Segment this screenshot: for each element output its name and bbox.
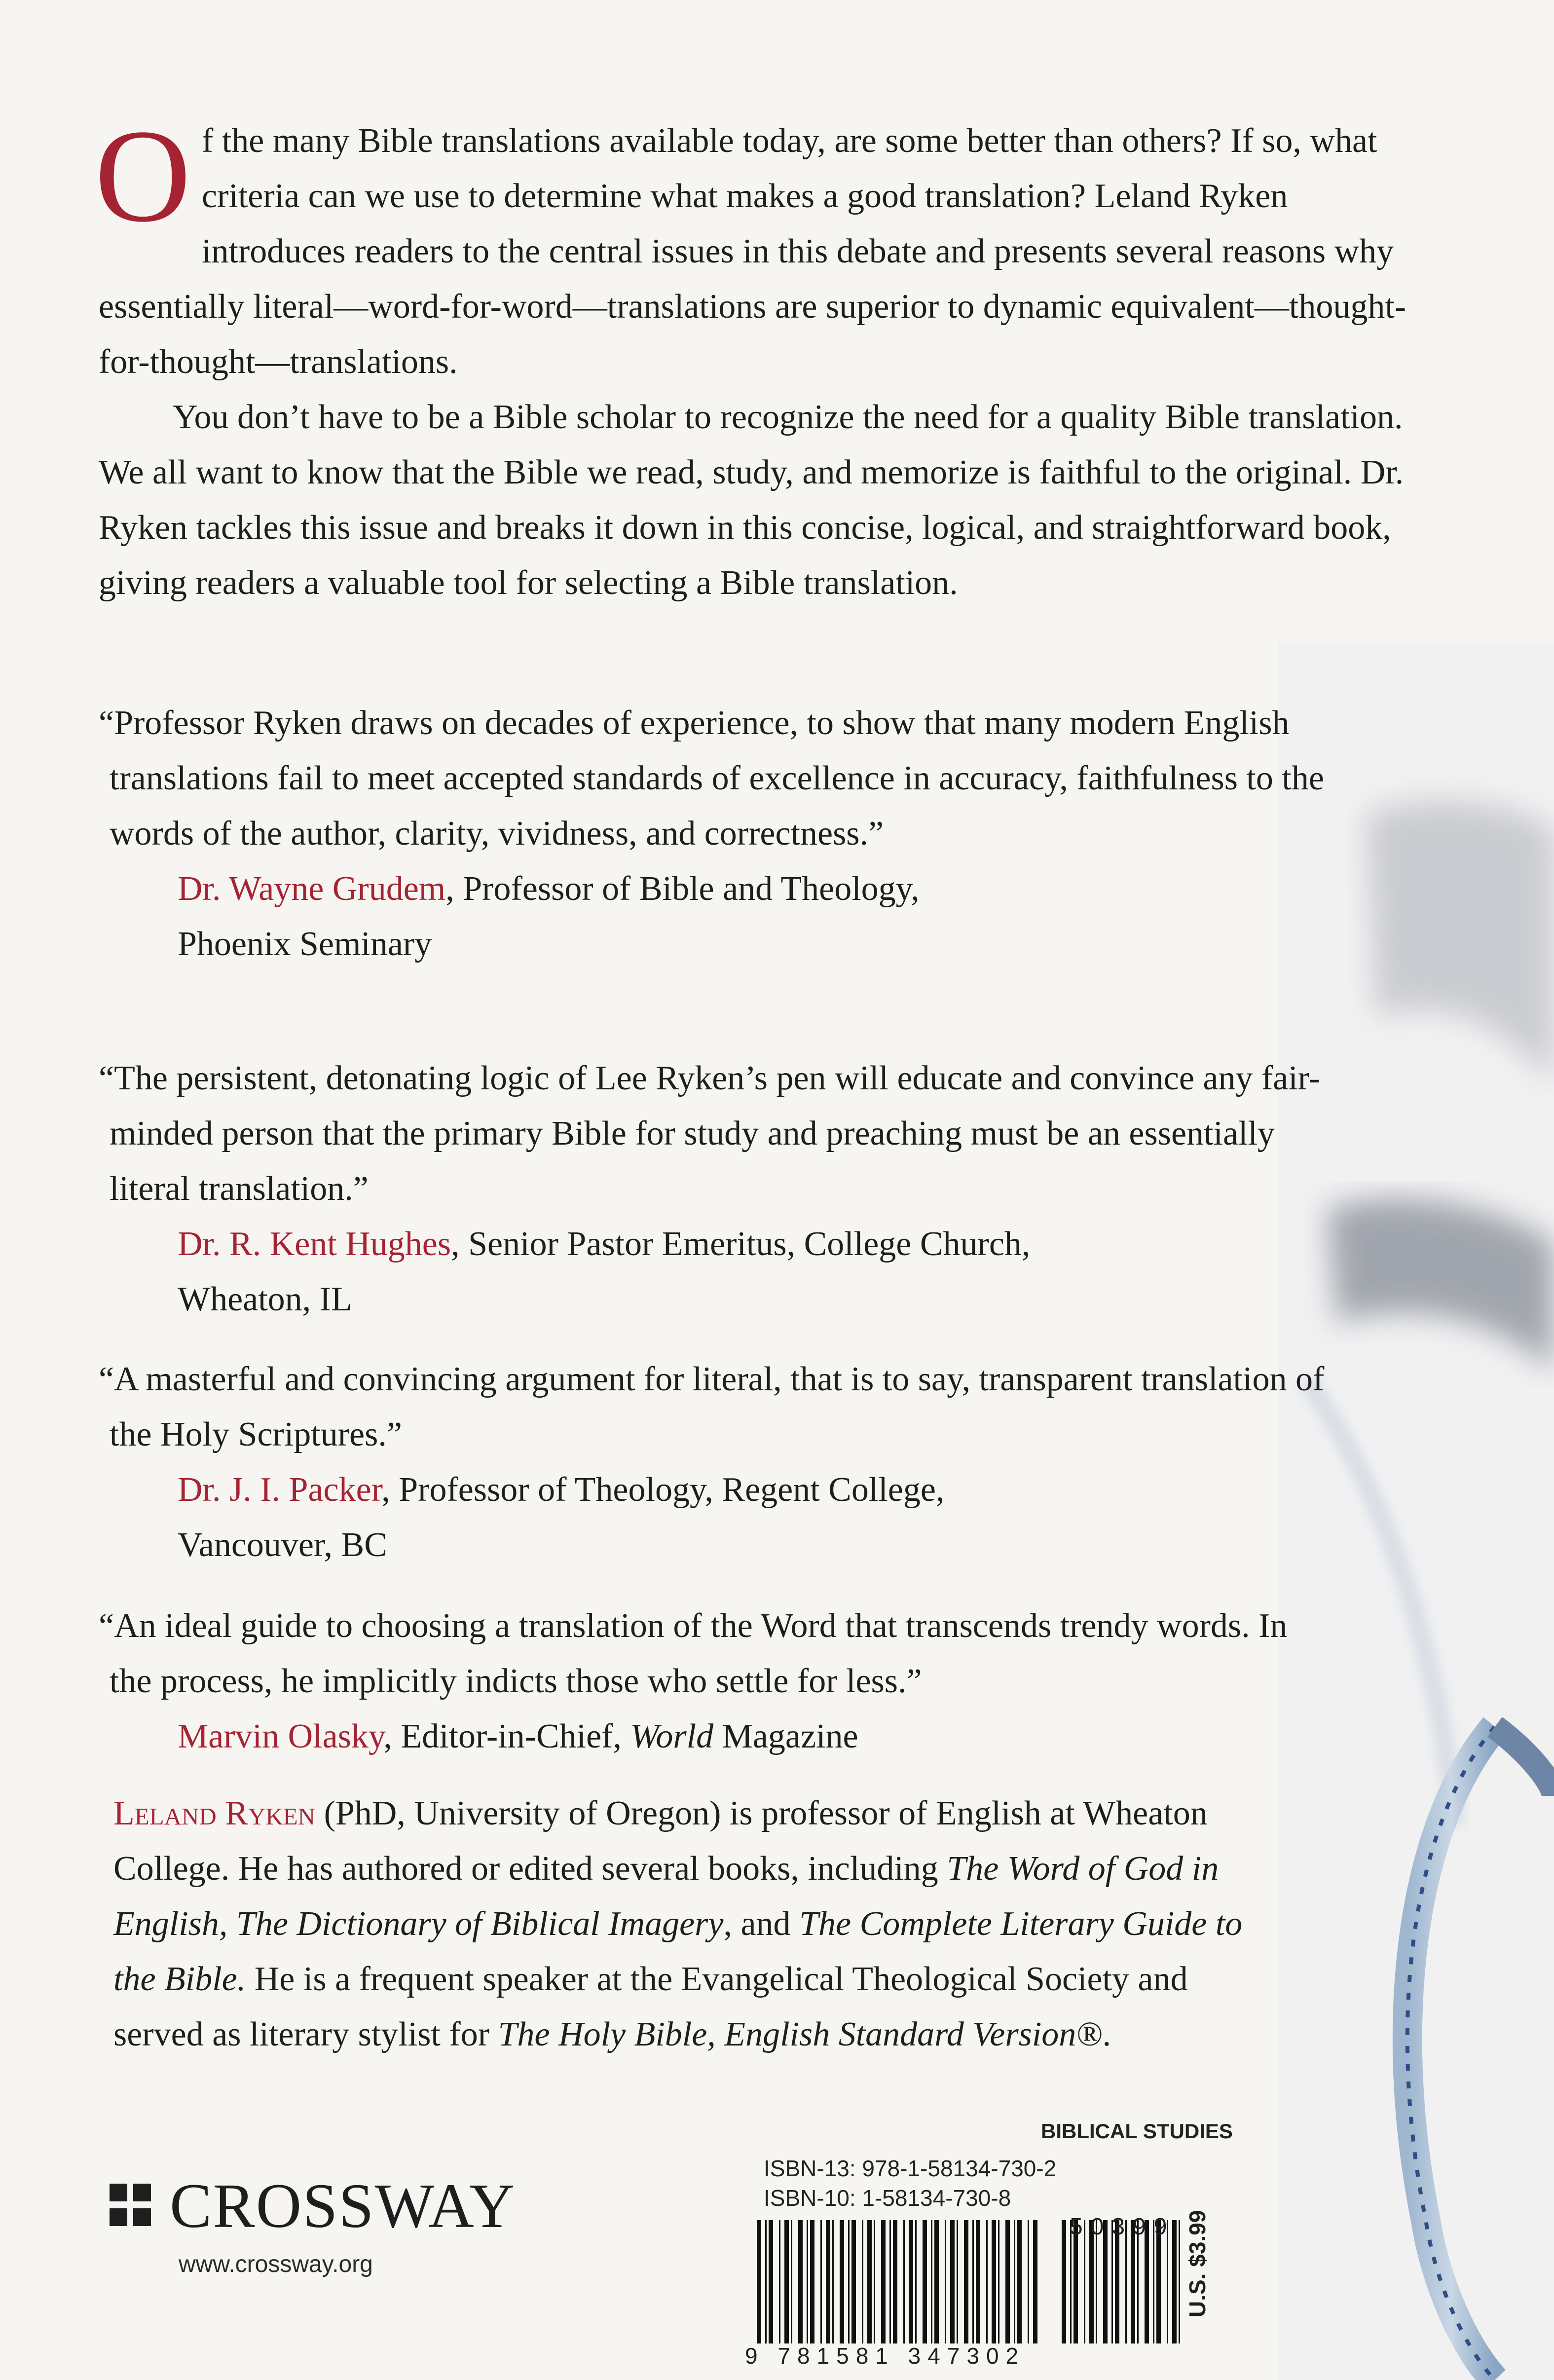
book-title: The Holy Bible, English Standard Version® [498,2015,1103,2053]
barcode-bar [1014,2220,1015,2343]
crossway-mark-icon [110,2179,152,2233]
barcode-bar [957,2220,958,2343]
endorsement-quote [99,696,1332,972]
barcode-bar [1062,2220,1066,2343]
quote-text: “A masterful and convincing argument for literal, that is to say, transparent translation of the Holy Scriptures.” [99,1360,1325,1453]
barcode-bar [950,2220,955,2343]
barcode-bar [848,2220,850,2343]
endorser-name: Marvin Olasky [178,1717,384,1755]
barcode-bar [986,2220,988,2343]
quote-attribution: Dr. J. I. Packer, Professor of Theology, Regent College, [178,1471,945,1509]
endorsement-quote [99,1599,1332,1764]
barcode-bar [1033,2220,1037,2343]
book-title: The Word of God in English, The Dictionary of Biblical Imagery [113,1850,1219,1943]
quote-text: “The persistent, detonating logic of Lee Ryken’s pen will educate and convince any fair-minded person that the primary Bible for study and preaching must be an essentially literal translation.” [99,1059,1321,1208]
quote-attribution: Dr. R. Kent Hughes, Senior Pastor Emeritus, College Church, [178,1225,1031,1263]
barcode-bar [1005,2220,1010,2343]
barcode-bar [923,2220,927,2343]
barcode-bar [867,2220,872,2343]
barcode-bar [826,2220,830,2343]
publisher-name: CROSSWAY [170,2170,516,2241]
quote-attribution: Marvin Olasky, Editor-in-Chief, World Magazine [178,1717,858,1755]
barcode-bar [851,2220,856,2343]
endorsement-quote [99,1051,1332,1327]
barcode-bar [998,2220,999,2343]
barcode-bar [779,2220,780,2343]
quote-attribution-line2: Phoenix Seminary [178,925,432,963]
barcode-bar [807,2220,808,2343]
isbn-10: ISBN-10: 1-58134-730-8 [764,2185,1011,2211]
quote-attribution-line2: Wheaton, IL [178,1280,352,1318]
barcode-bar [791,2220,792,2343]
isbn-13: ISBN-13: 978-1-58134-730-2 [764,2156,1057,2181]
publisher-url: www.crossway.org [179,2251,373,2277]
barcode-bar [820,2220,822,2343]
barcode-bar [862,2220,863,2343]
barcode-bar [1017,2220,1022,2343]
barcode-bar [934,2220,939,2343]
barcode-bar [840,2220,844,2343]
barcode-digits: 9 781581 347302 [745,2343,1026,2369]
barcode-bar [972,2220,974,2343]
barcode-bar [909,2220,913,2343]
barcode-bar [769,2220,773,2343]
barcode-bar [832,2220,834,2343]
barcode [755,2220,1041,2343]
endorser-name: Dr. R. Kent Hughes [178,1225,451,1263]
quote-text: “An ideal guide to choosing a translation of the Word that transcends trendy words. In the process, he implicitly indicts those who settle for less.” [99,1607,1288,1700]
endorser-name: Dr. J. I. Packer [178,1471,382,1509]
barcode-bar [964,2220,968,2343]
author-name: Leland Ryken [113,1794,316,1832]
endorsement-quote [99,1352,1332,1573]
addon-digits: 50399 [1070,2214,1175,2240]
publisher-logo [110,2170,516,2241]
barcode-bar [992,2220,996,2343]
book-title: The Complete Literary Guide to the Bible. [113,1905,1243,1998]
barcode-bar [945,2220,946,2343]
barcode-bar [893,2220,897,2343]
quote-attribution-line2: Vancouver, BC [178,1526,387,1564]
price-label: U.S. $3.99 [1184,2210,1210,2318]
quote-text: “Professor Ryken draws on decades of experience, to show that many modern English translations fail to meet accepted standards of excellence in accuracy, faithfulness to the words of the author, clarity, vividness, and correctness.” [99,704,1324,853]
endorser-name: Dr. Wayne Grudem [178,870,446,908]
barcode-bar [874,2220,875,2343]
barcode-bar [798,2220,803,2343]
barcode-bar [784,2220,789,2343]
barcode-bar [810,2220,814,2343]
quote-attribution: Dr. Wayne Grudem, Professor of Bible and Theology, [178,870,920,908]
barcode-bar [903,2220,905,2343]
barcode-bar [757,2220,761,2343]
author-bio: Leland Ryken (PhD, University of Oregon) is professor of English at Wheaton College. He has authored or edited several books, including The Word of God in English, The Dictionary of Biblical Imagery, and The Complete Literary Guide to the Bible. He is a frequent speaker at the Evangelical Theological Society and served as literary stylist for The Holy Bible, English Standard Version®. [113,1794,1243,2053]
barcode-bar [915,2220,917,2343]
barcode-bar [976,2220,980,2343]
barcode-bar [765,2220,767,2343]
barcode-bar [889,2220,891,2343]
description-paragraph-2: You don’t have to be a Bible scholar to recognize the need for a quality Bible translation. We all want to know that the Bible we read, study, and memorize is faithful to the original. Dr. Ryken tackles this issue and breaks it down in this concise, logical, and straightforward book, giving readers a valuable tool for selecting a Bible translation. [99,398,1404,602]
drop-cap: O [95,102,191,250]
barcode-bar [1179,2220,1180,2343]
barcode-bar [1028,2220,1029,2343]
book-description [95,102,1411,611]
barcode-bar [881,2220,886,2343]
category-label: BIBLICAL STUDIES [1041,2120,1233,2143]
description-paragraph-1: Of the many Bible translations available today, are some better than others? If so, what criteria can we use to determine what makes a good translation? Leland Ryken introduces readers to the central issues in this debate and presents several reasons why essentially literal—word-for-word—translations are superior to dynamic equivalent—thought-for-thought—translations. [95,102,1406,381]
barcode-bar [931,2220,932,2343]
